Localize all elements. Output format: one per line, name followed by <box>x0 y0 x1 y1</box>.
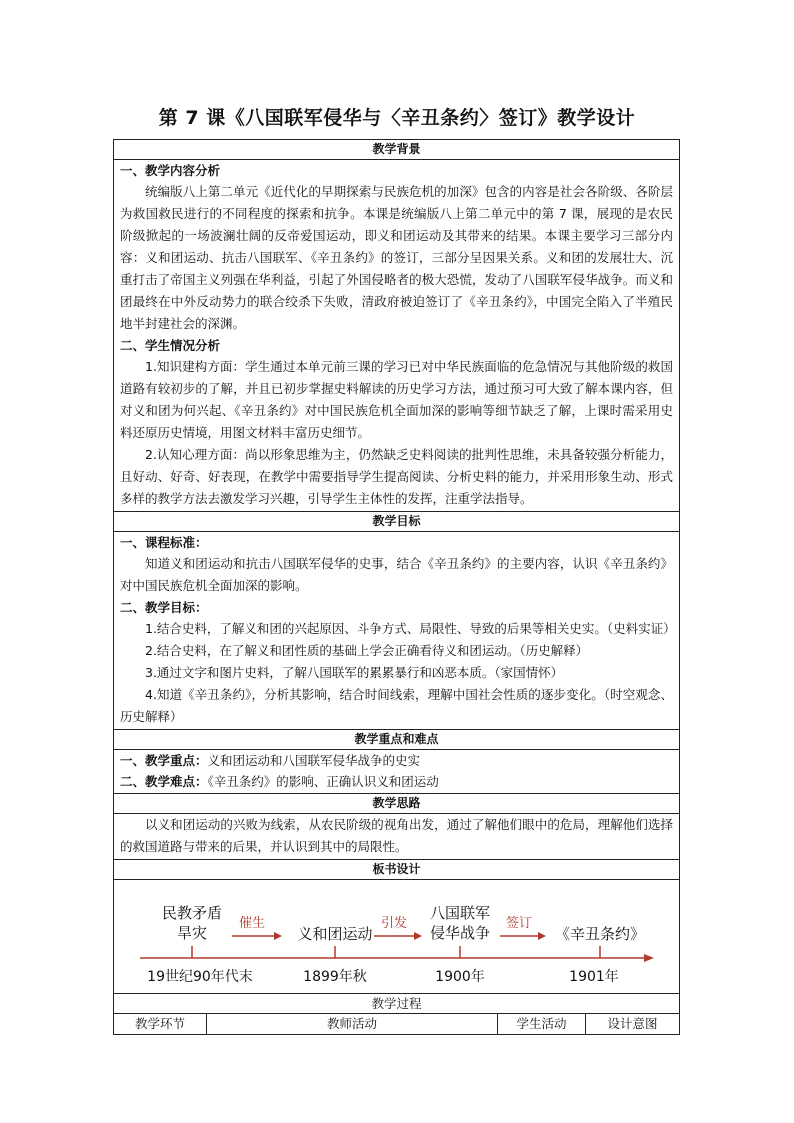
process-columns <box>114 1014 679 1034</box>
board-arrow-label-1: 催生 <box>238 916 266 931</box>
board-node-1-line-1: 民教矛盾 <box>161 904 223 922</box>
board-arrow-1-head <box>274 932 282 940</box>
section-heading-background: 教学背景 <box>114 140 679 160</box>
content-analysis-heading: 一、教学内容分析 <box>120 163 221 178</box>
section-heading-key-points: 教学重点和难点 <box>114 730 679 750</box>
board-time-3: 1900年 <box>435 969 485 985</box>
section-heading-goals: 教学目标 <box>114 512 679 532</box>
board-node-2: 义和团运动 <box>297 925 373 943</box>
board-timeline-arrowhead <box>644 954 654 962</box>
board-node-3-line-1: 八国联军 <box>429 904 491 922</box>
section-heading-board: 板书设计 <box>114 860 679 880</box>
objectives-heading: 二、教学目标： <box>120 600 208 615</box>
student-analysis-p2: 2.认知心理方面：尚以形象思维为主，仍然缺乏史料阅读的批判性思维，未具备较强分析能力，且好动、好奇、好表现，在教学中需要指导学生提高阅读、分析史料的能力，并采用形象生动、形式多样的教学方法去激发学习兴趣，引导学生主体性的发挥，注重学法指导。 <box>120 447 673 506</box>
content-analysis-text: 统编版八上第二单元《近代化的早期探索与民族危机的加深》包含的内容是社会各阶级、各阶层为救国救民进行的不同程度的探索和抗争。本课是统编版八上第二单元中的第 7 课，展现的是农民阶级掀起的一场波澜壮阔的反帝爱国运动，即义和团运动及其带来的结果。本课主要学习三部分内容：义和团运动、抗击八国联军、《辛丑条约》的签订，三部分呈因果关系。义和团的发展壮大、沉重打击了帝国主义列强在华利益，引起了外国侵略者的极大恐慌，发动了八国联军侵华战争。而义和团最终在中外反动势力的联合绞杀下失败，清政府被迫签订了《辛丑条约》，中国完全陷入了半殖民地半封建社会的深渊。 <box>120 184 673 331</box>
board-node-1-line-2: 旱灾 <box>176 924 208 942</box>
objective-item: 2.结合史料，在了解义和团性质的基础上学会正确看待义和团运动。（历史解释） <box>145 643 589 658</box>
standard-text: 知道义和团运动和抗击八国联军侵华的史事，结合《辛丑条约》的主要内容，认识《辛丑条约》对中国民族危机全面加深的影响。 <box>120 556 673 593</box>
board-diagram <box>114 880 679 993</box>
board-arrow-label-2: 引发 <box>380 916 408 931</box>
column-header: 教师活动 <box>207 1014 498 1034</box>
student-analysis-heading: 二、学生情况分析 <box>120 338 221 353</box>
board-arrow-2-head <box>414 932 422 940</box>
board-node-4: 《辛丑条约》 <box>554 925 646 943</box>
section-heading-process: 教学过程 <box>114 994 679 1014</box>
standard-heading: 一、课程标准： <box>120 535 208 550</box>
page-title: 第 7 课《八国联军侵华与〈辛丑条约〉签订》教学设计 <box>158 107 636 129</box>
key-points-body <box>114 750 679 794</box>
board-node-3-line-2: 侵华战争 <box>429 924 491 942</box>
column-header: 设计意图 <box>607 1016 658 1031</box>
goals-body <box>114 532 679 730</box>
focus-label: 一、教学重点： <box>120 753 208 768</box>
difficulty-text: 《辛丑条约》的影响、正确认识义和团运动 <box>207 774 439 789</box>
approach-body <box>114 814 679 860</box>
board-arrow-3-head <box>538 932 546 940</box>
board-time-1: 19世纪90年代末 <box>147 969 253 985</box>
difficulty-label: 二、教学难点： <box>120 774 208 789</box>
objective-item: 3.通过文字和图片史料，了解八国联军的累累暴行和凶恶本质。（家国情怀） <box>145 665 564 680</box>
focus-text: 义和团运动和八国联军侵华战争的史实 <box>207 753 421 768</box>
background-body <box>114 160 679 512</box>
student-analysis-p1: 1.知识建构方面：学生通过本单元前三课的学习已对中华民族面临的危急情况与其他阶级的救国道路有较初步的了解，并且已初步掌握史料解读的历史学习方法，通过预习可大致了解本课内容，但对义和团为何兴起、《辛丑条约》对中国民族危机全面加深的影响等细节缺乏了解，上课时需采用史料还原历史情境，用图文材料丰富历史细节。 <box>120 359 673 440</box>
board-time-4: 1901年 <box>569 969 619 985</box>
approach-text: 以义和团运动的兴败为线索，从农民阶级的视角出发，通过了解他们眼中的危局，理解他们选择的救国道路与带来的后果，并认识到其中的局限性。 <box>120 817 673 854</box>
difficulty-line <box>120 771 673 792</box>
objective-item: 1.结合史料，了解义和团的兴起原因、斗争方式、局限性、导致的后果等相关史实。（史料实证） <box>145 621 676 636</box>
focus-line <box>120 750 673 771</box>
board-time-2: 1899年秋 <box>303 969 367 985</box>
board-arrow-label-3: 签订 <box>505 916 533 931</box>
lesson-plan-table <box>113 139 680 1035</box>
objective-item: 4.知道《辛丑条约》，分析其影响，结合时间线索，理解中国社会性质的逐步变化。（时空观念、历史解释） <box>120 687 673 724</box>
board-design <box>114 880 679 994</box>
column-header: 学生活动 <box>498 1014 586 1034</box>
section-heading-approach: 教学思路 <box>114 794 679 814</box>
column-header: 教学环节 <box>114 1014 207 1034</box>
